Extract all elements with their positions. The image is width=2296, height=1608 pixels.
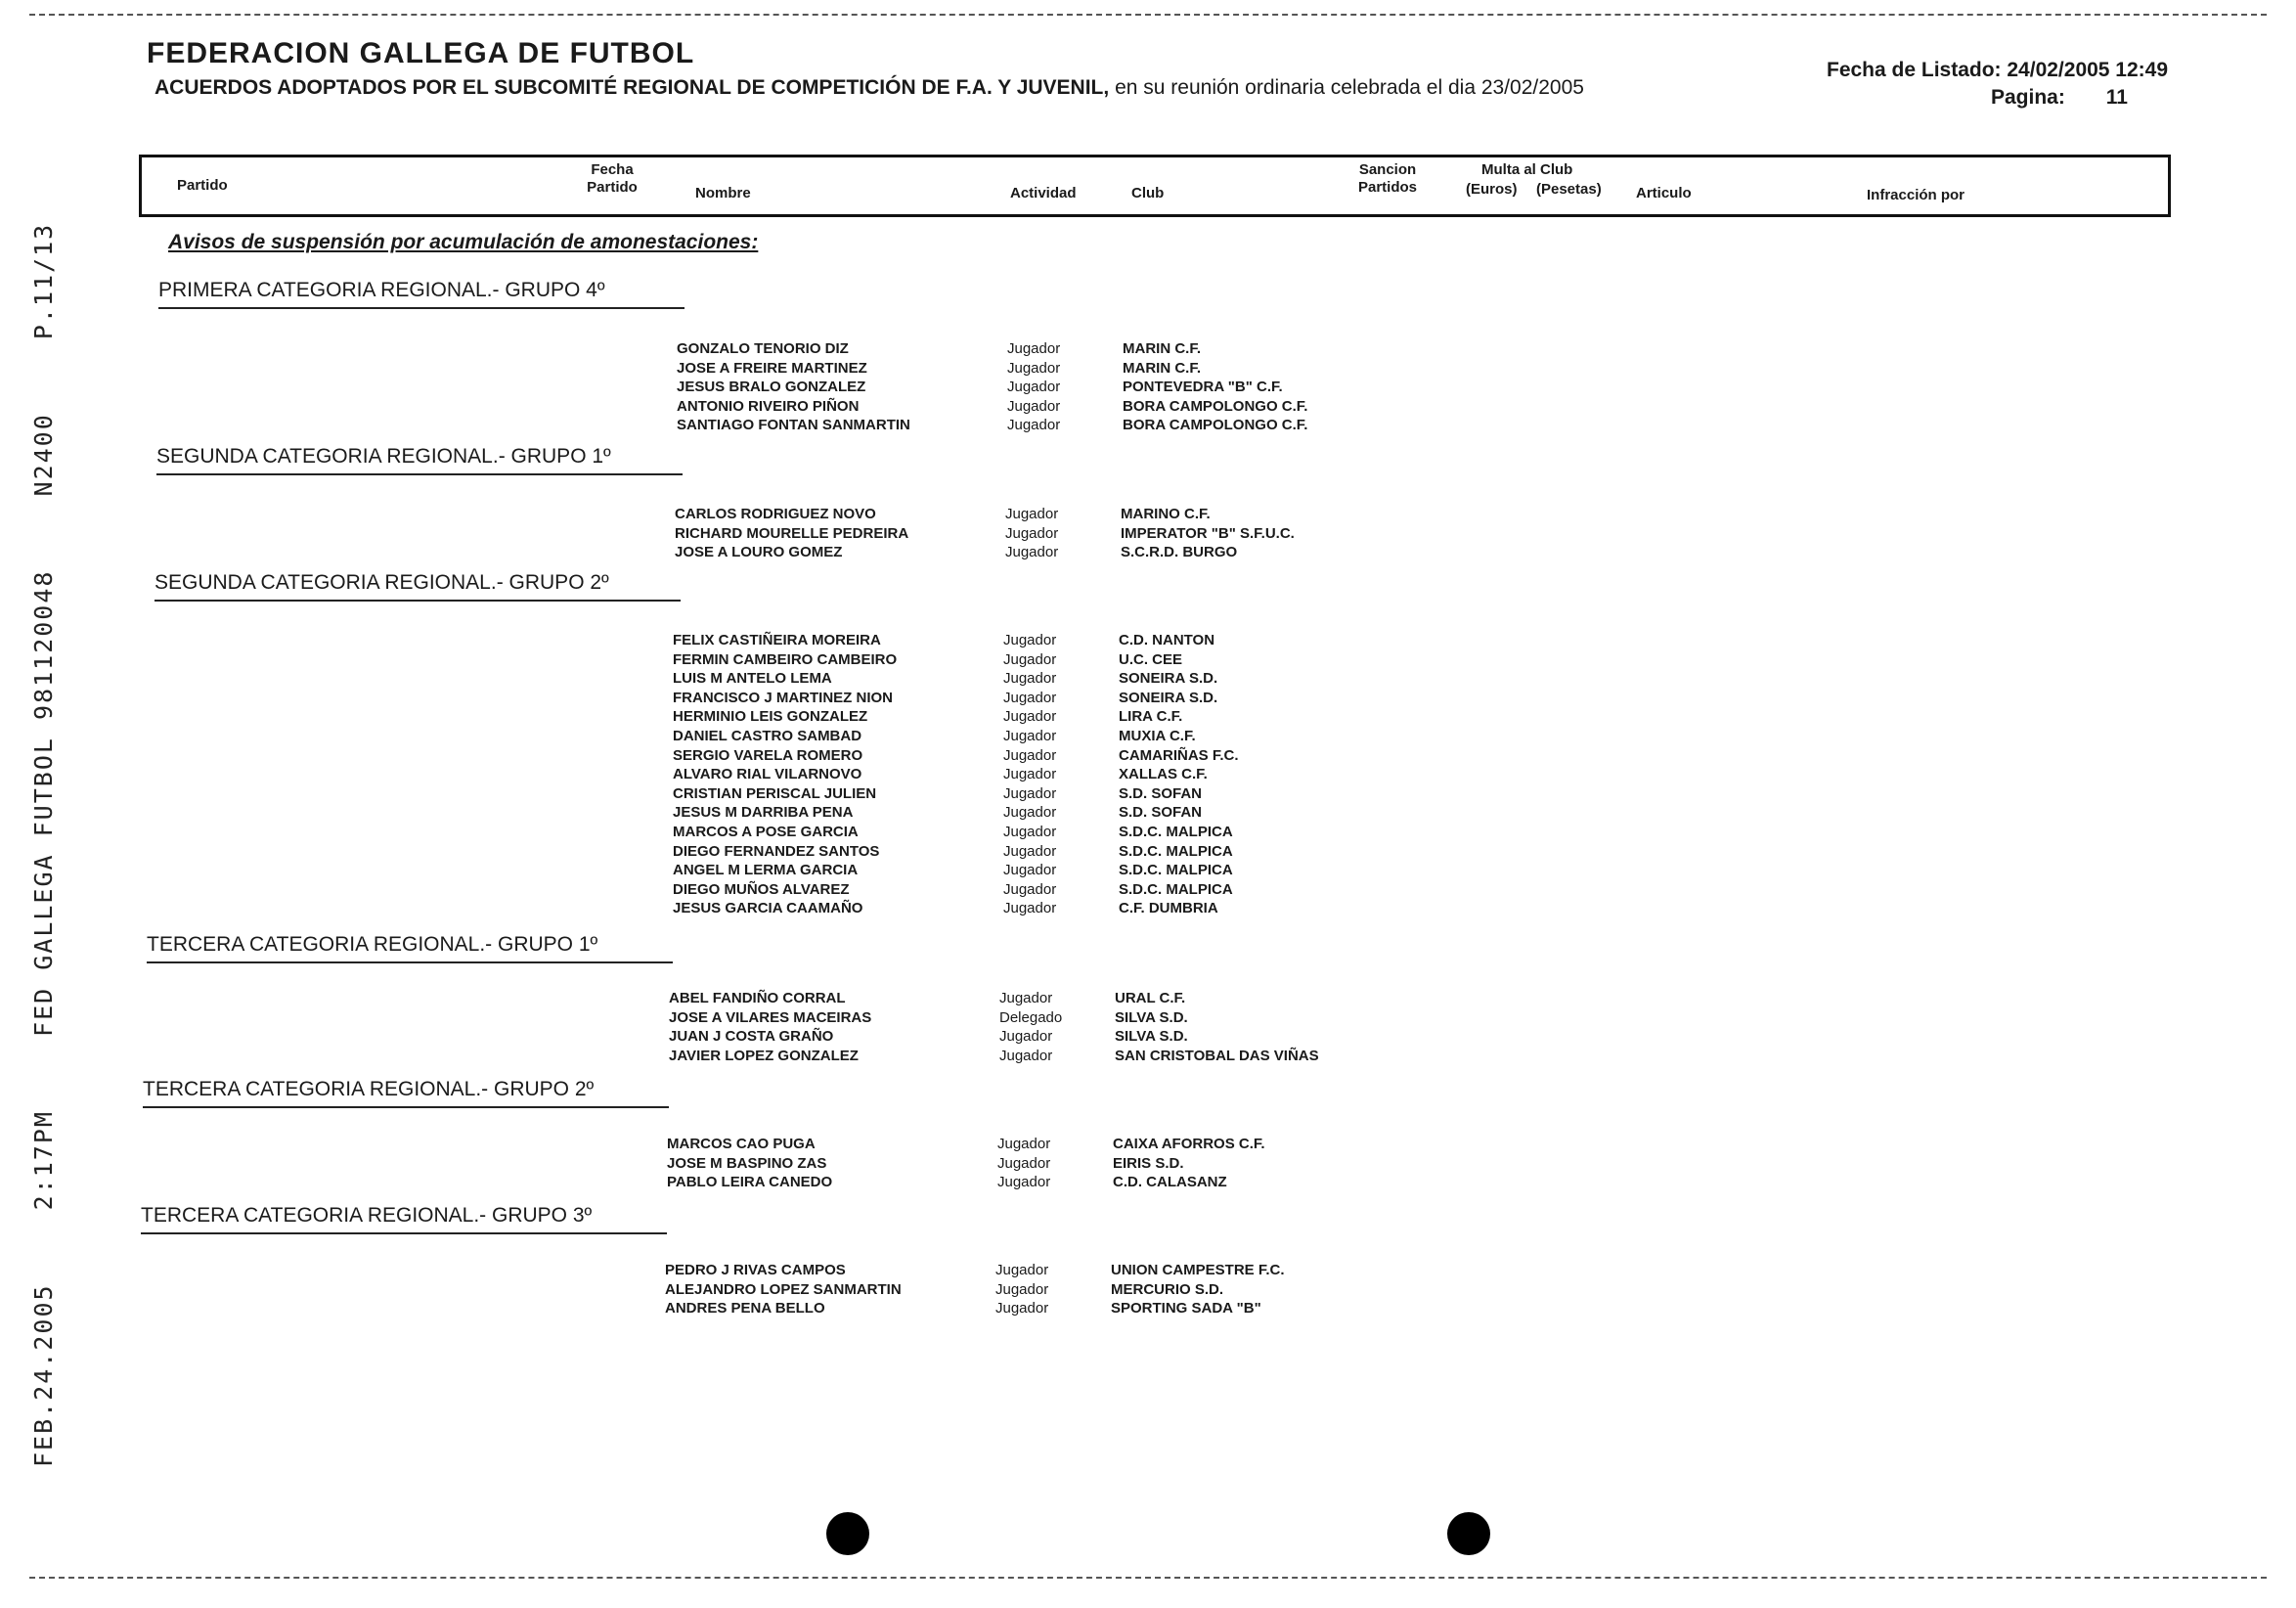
player-name: DIEGO MUÑOS ALVAREZ <box>673 880 850 898</box>
player-name: JAVIER LOPEZ GONZALEZ <box>669 1047 859 1064</box>
listing-date-value: 24/02/2005 12:49 <box>2007 59 2169 81</box>
player-name: ABEL FANDIÑO CORRAL <box>669 990 846 1006</box>
player-activity: Jugador <box>1007 397 1061 415</box>
player-club: IMPERATOR "B" S.F.U.C. <box>1121 524 1295 542</box>
player-club: S.D. SOFAN <box>1119 804 1203 822</box>
fax-date: FEB.24.2005 <box>29 1283 58 1467</box>
player-name: JOSE A LOURO GOMEZ <box>675 544 843 561</box>
player-name: MARCOS CAO PUGA <box>667 1136 816 1152</box>
player-club: UNION CAMPESTRE F.C. <box>1111 1262 1285 1278</box>
player-activity: Jugador <box>1003 880 1057 898</box>
player-club: SONEIRA S.D. <box>1119 689 1218 706</box>
page-indicator <box>1991 86 2128 110</box>
group-title-segunda-grupo1: SEGUNDA CATEGORIA REGIONAL.- GRUPO 1º <box>156 444 683 475</box>
player-name: PABLO LEIRA CANEDO <box>667 1174 833 1191</box>
col-actividad: Actividad <box>1010 185 1077 201</box>
player-name: ANDRES PENA BELLO <box>665 1300 825 1318</box>
player-activity: Delegado <box>999 1008 1063 1026</box>
player-name: RICHARD MOURELLE PEDREIRA <box>675 524 909 542</box>
player-club: MARIN C.F. <box>1123 340 1201 357</box>
col-multa-club: Multa al Club <box>1481 161 1573 178</box>
player-activity: Jugador <box>1003 842 1057 860</box>
group-title-primera-grupo4: PRIMERA CATEGORIA REGIONAL.- GRUPO 4º <box>158 278 684 309</box>
player-club: SAN CRISTOBAL DAS VIÑAS <box>1115 1047 1319 1064</box>
player-activity: Jugador <box>1003 804 1057 822</box>
player-club: MARINO C.F. <box>1121 506 1211 522</box>
player-club: MUXIA C.F. <box>1119 727 1196 744</box>
player-name: MARCOS A POSE GARCIA <box>673 823 859 840</box>
player-club: S.D. SOFAN <box>1119 784 1203 802</box>
player-name: DANIEL CASTRO SAMBAD <box>673 727 862 744</box>
player-activity: Jugador <box>1003 670 1057 688</box>
fax-time: 2:17PM <box>29 1110 58 1211</box>
group-title-tercera-grupo1: TERCERA CATEGORIA REGIONAL.- GRUPO 1º <box>147 932 673 963</box>
player-name: LUIS M ANTELO LEMA <box>673 670 832 688</box>
page-number: 11 <box>2105 86 2128 109</box>
player-club: S.D.C. MALPICA <box>1119 823 1233 840</box>
col-infraccion: Infracción por <box>1867 187 1965 203</box>
punch-hole-left <box>826 1512 869 1555</box>
player-name: SANTIAGO FONTAN SANMARTIN <box>677 417 910 434</box>
player-name: GONZALO TENORIO DIZ <box>677 340 849 357</box>
document-title: FEDERACION GALLEGA DE FUTBOL <box>147 37 695 69</box>
player-activity: Jugador <box>1003 727 1057 744</box>
player-activity: Jugador <box>1007 340 1061 357</box>
listing-date <box>1827 59 2168 82</box>
player-club: S.C.R.D. BURGO <box>1121 544 1238 561</box>
player-name: HERMINIO LEIS GONZALEZ <box>673 708 868 726</box>
player-club: C.D. CALASANZ <box>1113 1174 1227 1191</box>
player-activity: Jugador <box>1005 506 1059 522</box>
player-name: CARLOS RODRIGUEZ NOVO <box>675 506 876 522</box>
player-club: S.D.C. MALPICA <box>1119 842 1233 860</box>
player-activity: Jugador <box>1005 524 1059 542</box>
player-activity: Jugador <box>997 1136 1051 1152</box>
player-club: S.D.C. MALPICA <box>1119 880 1233 898</box>
player-name: FERMIN CAMBEIRO CAMBEIRO <box>673 650 898 668</box>
player-activity: Jugador <box>1003 823 1057 840</box>
player-club: CAMARIÑAS F.C. <box>1119 746 1239 764</box>
player-club: URAL C.F. <box>1115 990 1186 1006</box>
player-activity: Jugador <box>1003 632 1057 648</box>
player-name: JUAN J COSTA GRAÑO <box>669 1028 834 1046</box>
player-activity: Jugador <box>995 1280 1049 1298</box>
player-club: MARIN C.F. <box>1123 359 1201 377</box>
player-activity: Jugador <box>1003 746 1057 764</box>
col-fecha-partido: Fecha Partido <box>587 161 638 196</box>
player-name: ALEJANDRO LOPEZ SANMARTIN <box>665 1280 902 1298</box>
player-club: SPORTING SADA "B" <box>1111 1300 1261 1318</box>
player-activity: Jugador <box>1007 417 1061 434</box>
fax-number: N2400 <box>29 413 58 497</box>
player-club: BORA CAMPOLONGO C.F. <box>1123 417 1308 434</box>
player-club: SILVA S.D. <box>1115 1028 1188 1046</box>
player-activity: Jugador <box>1003 766 1057 783</box>
col-nombre: Nombre <box>695 185 751 201</box>
player-activity: Jugador <box>999 1028 1053 1046</box>
page-label: Pagina: <box>1991 86 2065 109</box>
column-header-box <box>139 155 2171 217</box>
col-club: Club <box>1131 185 1165 201</box>
player-club: CAIXA AFORROS C.F. <box>1113 1136 1265 1152</box>
fax-sender: FED GALLEGA FUTBOL 981120048 <box>29 569 58 1037</box>
subtitle-rest: en su reunión ordinaria celebrada el dia 23/02/2005 <box>1115 76 1584 99</box>
player-club: MERCURIO S.D. <box>1111 1280 1224 1298</box>
player-name: ANTONIO RIVEIRO PIÑON <box>677 397 860 415</box>
player-name: JOSE M BASPINO ZAS <box>667 1154 827 1172</box>
player-club: EIRIS S.D. <box>1113 1154 1184 1172</box>
player-name: ANGEL M LERMA GARCIA <box>673 862 859 879</box>
fax-bottom-edge <box>29 1577 2267 1579</box>
player-club: PONTEVEDRA "B" C.F. <box>1123 379 1283 396</box>
player-activity: Jugador <box>995 1262 1049 1278</box>
player-activity: Jugador <box>997 1174 1051 1191</box>
player-activity: Jugador <box>1003 862 1057 879</box>
group-title-tercera-grupo3: TERCERA CATEGORIA REGIONAL.- GRUPO 3º <box>141 1203 667 1234</box>
player-club: SONEIRA S.D. <box>1119 670 1218 688</box>
player-club: XALLAS C.F. <box>1119 766 1208 783</box>
punch-hole-right <box>1447 1512 1490 1555</box>
listing-date-label: Fecha de Listado: <box>1827 59 2002 81</box>
player-name: JESUS BRALO GONZALEZ <box>677 379 866 396</box>
player-activity: Jugador <box>995 1300 1049 1318</box>
player-activity: Jugador <box>1003 708 1057 726</box>
player-activity: Jugador <box>999 990 1053 1006</box>
player-club: U.C. CEE <box>1119 650 1183 668</box>
player-activity: Jugador <box>1003 784 1057 802</box>
player-activity: Jugador <box>1003 689 1057 706</box>
player-name: DIEGO FERNANDEZ SANTOS <box>673 842 880 860</box>
col-pesetas: (Pesetas) <box>1536 181 1602 198</box>
player-club: LIRA C.F. <box>1119 708 1183 726</box>
player-activity: Jugador <box>999 1047 1053 1064</box>
player-name: ALVARO RIAL VILARNOVO <box>673 766 862 783</box>
player-name: FRANCISCO J MARTINEZ NION <box>673 689 893 706</box>
player-name: JOSE A VILARES MACEIRAS <box>669 1008 872 1026</box>
player-club: C.D. NANTON <box>1119 632 1215 648</box>
player-name: JESUS M DARRIBA PENA <box>673 804 854 822</box>
col-sancion-partidos: Sancion Partidos <box>1357 161 1417 196</box>
fax-page: P.11/13 <box>29 222 58 340</box>
col-partido: Partido <box>177 177 228 194</box>
player-name: JOSE A FREIRE MARTINEZ <box>677 359 867 377</box>
player-activity: Jugador <box>1003 650 1057 668</box>
player-name: SERGIO VARELA ROMERO <box>673 746 863 764</box>
section-title: Avisos de suspensión por acumulación de amonestaciones: <box>168 231 759 253</box>
document-subtitle <box>155 76 1584 100</box>
col-articulo: Articulo <box>1636 185 1692 201</box>
player-name: CRISTIAN PERISCAL JULIEN <box>673 784 877 802</box>
player-name: FELIX CASTIÑEIRA MOREIRA <box>673 632 881 648</box>
player-activity: Jugador <box>1005 544 1059 561</box>
player-activity: Jugador <box>1007 359 1061 377</box>
player-activity: Jugador <box>1003 900 1057 917</box>
player-club: C.F. DUMBRIA <box>1119 900 1218 917</box>
player-name: JESUS GARCIA CAAMAÑO <box>673 900 863 917</box>
fax-transmission-header <box>29 98 68 1467</box>
subtitle-bold: ACUERDOS ADOPTADOS POR EL SUBCOMITÉ REGIONAL DE COMPETICIÓN DE F.A. Y JUVENIL, <box>155 76 1110 99</box>
player-activity: Jugador <box>1007 379 1061 396</box>
player-club: S.D.C. MALPICA <box>1119 862 1233 879</box>
fax-top-edge <box>29 14 2267 16</box>
col-euros: (Euros) <box>1466 181 1518 198</box>
group-title-tercera-grupo2: TERCERA CATEGORIA REGIONAL.- GRUPO 2º <box>143 1077 669 1108</box>
group-title-segunda-grupo2: SEGUNDA CATEGORIA REGIONAL.- GRUPO 2º <box>155 570 681 602</box>
player-activity: Jugador <box>997 1154 1051 1172</box>
player-name: PEDRO J RIVAS CAMPOS <box>665 1262 846 1278</box>
player-club: BORA CAMPOLONGO C.F. <box>1123 397 1308 415</box>
player-club: SILVA S.D. <box>1115 1008 1188 1026</box>
